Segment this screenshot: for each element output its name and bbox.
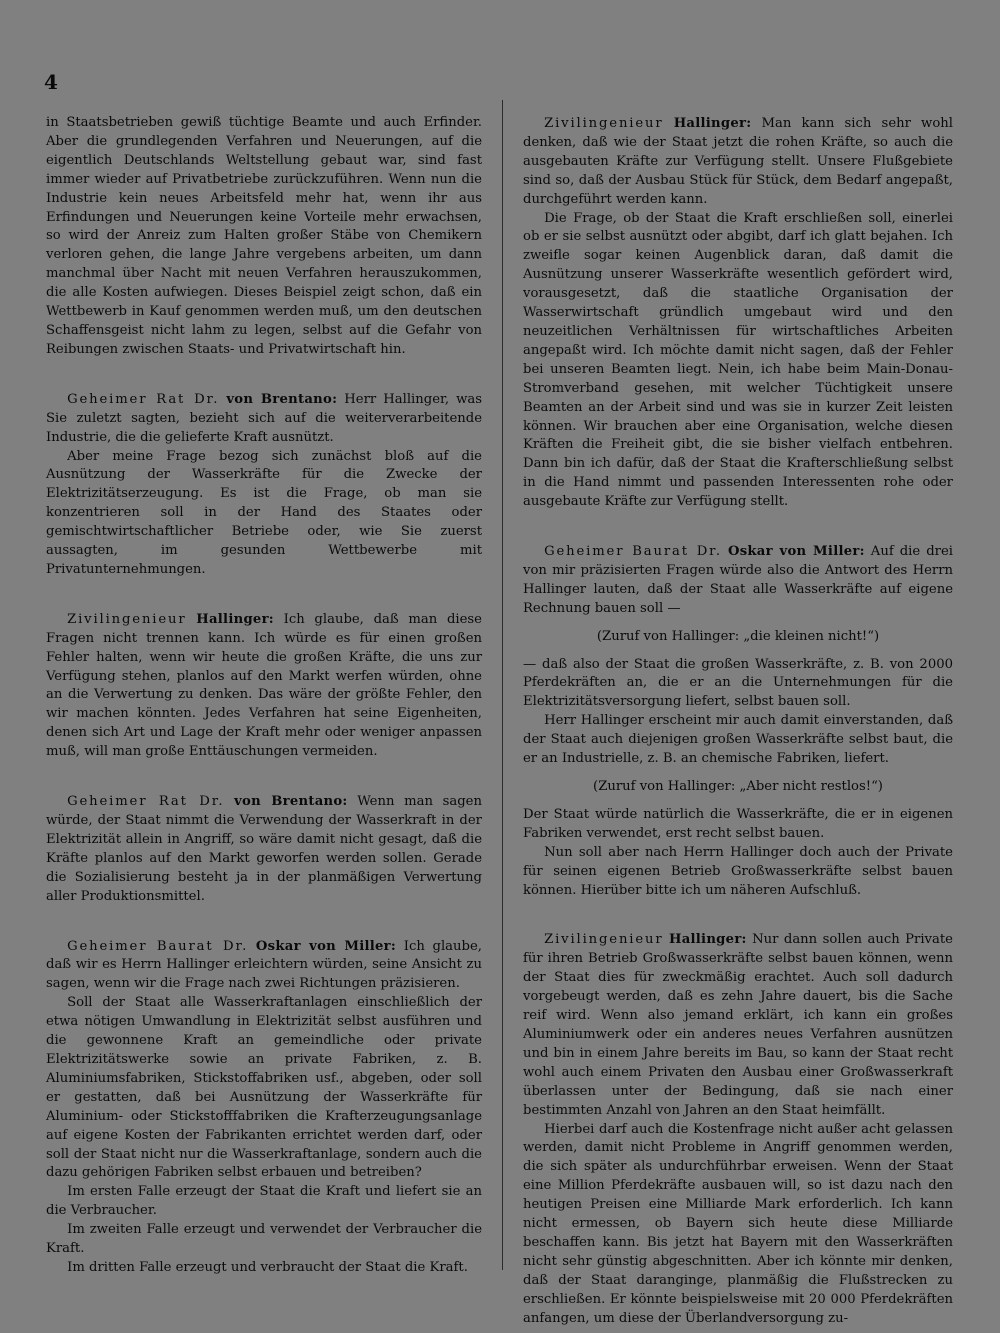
body-paragraph: — daß also der Staat die großen Wasserkräfte, z. B. von 2000 Pferdekräften an, die er an die Unternehmungen für die Elektrizitätsversorgung liefert, selbst bauen soll.: [523, 656, 953, 710]
speaker-title: Zivilingenieur: [544, 932, 664, 948]
interjection: (Zuruf von Hallinger: „Aber nicht restlos!“): [593, 779, 883, 794]
body-paragraph: Hierbei darf auch die Kostenfrage nicht außer acht gelassen werden, damit nicht Probleme in Angriff genommen werden, die sich später als undurchführbar erweisen. Wenn der Staat eine Million Pferdekräfte ausbauen will, so ist dazu nach den heutigen Preisen eine Milliarde Mark erforderlich. Ich kann nicht ermessen, ob Bayern sich heute diese Milliarde beschaffen kann. Bis jetzt hat Bayern mit den Wasserkräften nicht sehr günstig abgeschnitten. Aber ich könnte mir denken, daß der Staat daranginge, planmäßig die Flußstrecken zu erschließen. Er könnte beispielsweise mit 20 000 Pferdekräften anfangen, um diese der Überlandversorgung zu-: [523, 1121, 953, 1326]
speaker-name: von Brentano:: [234, 794, 348, 810]
speaker-title: Zivilingenieur: [544, 116, 664, 131]
speech-paragraph: [523, 543, 953, 619]
speech-paragraph: [46, 793, 482, 906]
speech-text: Ich glaube, daß man diese Fragen nicht trennen kann. Ich würde es für einen großen Fehler halten, wenn wir heute die großen Kräfte, die uns zur Verfügung stehen, planlos auf den Markt werfen würden, ohne an die Verwertung zu denken. Das wäre der größte Fehler, den wir machen könnten. Jedes Verfahren hat seine Eigenheiten, denen sich Art und Lage der Kraft mehr oder weniger anpassen muß, will man große Enttäuschungen vermeiden.: [46, 611, 482, 760]
speech-text: Herr Hallinger, was Sie zuletzt sagten, bezieht sich auf die weiterverarbeitende Industrie, die die gelieferte Kraft ausnützt.: [46, 391, 483, 445]
body-paragraph: Soll der Staat alle Wasserkraftanlagen einschließlich der etwa nötigen Umwandlung in Elektrizität selbst ausführen und die gewonnene Kraft an gemeindliche oder private Elektrizitätswerke sowie an private Fabriken, z. B. Aluminiumsfabriken, Stickstoffabriken usf., abgeben, oder soll er gestatten, daß bei Ausnützung der Wasserkräfte für Aluminium- oder Stickstofffabriken die Krafterzeugungsanlage auf eigene Kosten der Fabrikanten errichtet werden darf, oder soll der Staat nicht nur die Wasserkraftanlage, sondern auch die dazu gehörigen Fabriken selbst erbauen und betreiben?: [46, 995, 482, 1181]
body-paragraph: Herr Hallinger erscheint mir auch damit einverstanden, daß der Staat auch diejenigen großen Wasserkräfte selbst baut, die er an Industrielle, z. B. an chemische Fabriken, liefert.: [523, 713, 953, 767]
speech-paragraph: [46, 391, 482, 448]
body-paragraph: Nun soll aber nach Herrn Hallinger doch auch der Private für seinen eigenen Betrieb Großwasserkräfte selbst bauen können. Hierüber bitte ich um näheren Aufschluß.: [523, 844, 953, 898]
speaker-name: Oskar von Miller:: [255, 938, 397, 954]
speech-paragraph: [46, 611, 482, 762]
speech-text: Nur dann sollen auch Private für ihren Betrieb Großwasserkräfte selbst bauen können, wenn der Staat dies für zweckmäßig erachtet. Auch soll dadurch vorgebeugt werden, daß es zehn Jahre dauert, bis die Sache reif wird. Wenn also jemand erklärt, ich kann ein großes Aluminiumwerk oder ein anderes neues Verfahren ausnützen und bin in einem Jahre bereits im Bau, so kann der Staat recht wohl auch einem Privaten den Ausbau einer Großwasserkraft überlassen unter der Bedingung, daß sie nach einer bestimmten Anzahl von Jahren an den Staat heimfällt.: [523, 932, 953, 1118]
speech-text: Man kann sich sehr wohl denken, daß wie der Staat jetzt die rohen Kräfte, so auch die ausgebauten Kräfte zur Verfügung stellt. Unsere Flußgebiete sind so, daß der Ausbau Stück für Stück, dem Bedarf angepaßt, durchgeführt werden kann.: [523, 116, 953, 207]
speaker-title: Geheimer Baurat Dr.: [544, 544, 722, 560]
body-paragraph: in Staatsbetrieben gewiß tüchtige Beamte und auch Erfinder. Aber die grundlegenden Verfahren und Neuerungen, auf die eigentlich Deutschlands Weltstellung gebaut war, sind fast immer wieder auf Privatbetriebe zurückzuführen. Wenn nun die Industrie kein neues Arbeitsfeld mehr hat, wenn ihr aus Erfindungen und Neuerungen keine Vorteile mehr erwachsen, so wird der Anreiz zum Halten großer Stäbe von Chemikern verloren gehen, die lange Jahre vergebens arbeiten, um dann manchmal über Nacht mit neuen Verfahren herauszukommen, die alle Kosten aufwiegen. Dieses Beispiel zeigt schon, daß ein Wettbewerb in Kauf genommen werden muß, um den deutschen Schaffensgeist nicht lahm zu legen, selbst auf die Gefahr von Reibungen zwischen Staats- und Privatwirtschaft hin.: [46, 115, 482, 357]
body-paragraph: Aber meine Frage bezog sich zunächst bloß auf die Ausnützung der Wasserkräfte für die Zwecke der Elektrizitätserzeugung. Es ist die Frage, ob man sie konzentrieren soll in der Hand des Staates oder gemischtwirtschaftlicher Betriebe oder, wie Sie zuerst aussagten, im gesunden Wettbewerbe mit Privatunternehmungen.: [46, 448, 482, 577]
speaker-title: Geheimer Baurat Dr.: [67, 938, 249, 954]
body-paragraph: Im ersten Falle erzeugt der Staat die Kraft und liefert sie an die Verbraucher.: [46, 1184, 482, 1219]
speaker-title: Geheimer Rat Dr.: [67, 794, 225, 810]
speaker-name: Oskar von Miller:: [727, 544, 865, 560]
page-number: 4: [44, 70, 58, 94]
speech-paragraph: [46, 938, 482, 995]
speech-paragraph: [523, 115, 953, 210]
right-column: [523, 115, 953, 1328]
speaker-title: Geheimer Rat Dr.: [67, 391, 220, 407]
column-divider: [502, 100, 503, 1270]
left-column: [46, 114, 482, 1278]
speaker-name: Hallinger:: [668, 932, 747, 948]
body-paragraph: Im dritten Falle erzeugt und verbraucht der Staat die Kraft.: [67, 1259, 468, 1275]
speaker-name: Hallinger:: [673, 116, 752, 131]
body-paragraph: Die Frage, ob der Staat die Kraft erschließen soll, einerlei ob er sie selbst ausnützt oder abgibt, darf ich glatt bejahen. Ich zweifle sogar keinen Augenblick daran, daß damit die Ausnützung unserer Wasserkräfte wesentlich gefördert wird, vorausgesetzt, daß die staatliche Organisation der Wasserwirtschaft gründlich umgebaut wird und den neuzeitlichen Verhältnissen für wirtschaftliches Arbeiten angepaßt wird. Ich möchte damit nicht sagen, daß der Fehler bei unseren Beamten liegt. Nein, ich habe beim Main-Donau-Stromverband gesehen, mit welcher Tüchtigkeit unsere Beamten an der Arbeit sind und was sie in kurzer Zeit leisten können. Wir brauchen aber eine Organisation, welche diesen Kräften die Freiheit gibt, die sie bisher vielfach entbehren. Dann bin ich dafür, daß der Staat die Krafterschließung selbst in die Hand nimmt und passenden Interessenten rohe oder ausgebaute Kräfte zur Verfügung stellt.: [523, 210, 953, 510]
speech-paragraph: [523, 931, 953, 1120]
speaker-name: Hallinger:: [196, 611, 274, 627]
body-paragraph: Der Staat würde natürlich die Wasserkräfte, die er in eigenen Fabriken verwendet, erst recht selbst bauen.: [523, 806, 953, 841]
speech-text: Ich glaube, daß wir es Herrn Hallinger erleichtern würden, seine Ansicht zu sagen, wenn wir die Frage nach zwei Richtungen präzisieren.: [46, 938, 482, 992]
speaker-name: von Brentano:: [226, 391, 338, 407]
speaker-title: Zivilingenieur: [67, 611, 187, 627]
body-paragraph: Im zweiten Falle erzeugt und verwendet der Verbraucher die Kraft.: [46, 1222, 482, 1257]
speech-text: Wenn man sagen würde, der Staat nimmt die Verwendung der Wasserkraft in der Elektrizität allein in Angriff, so wäre damit nicht gesagt, daß die Kräfte planlos auf den Markt geworfen werden sollen. Gerade die Sozialisierung besteht ja in der planmäßigen Verwertung aller Produktionsmittel.: [46, 794, 482, 904]
interjection: (Zuruf von Hallinger: „die kleinen nicht!“): [596, 628, 880, 644]
speech-text: Auf die drei von mir präzisierten Fragen würde also die Antwort des Herrn Hallinger lauten, daß der Staat alle Wasserkräfte auf eigene Rechnung bauen soll —: [523, 544, 954, 616]
